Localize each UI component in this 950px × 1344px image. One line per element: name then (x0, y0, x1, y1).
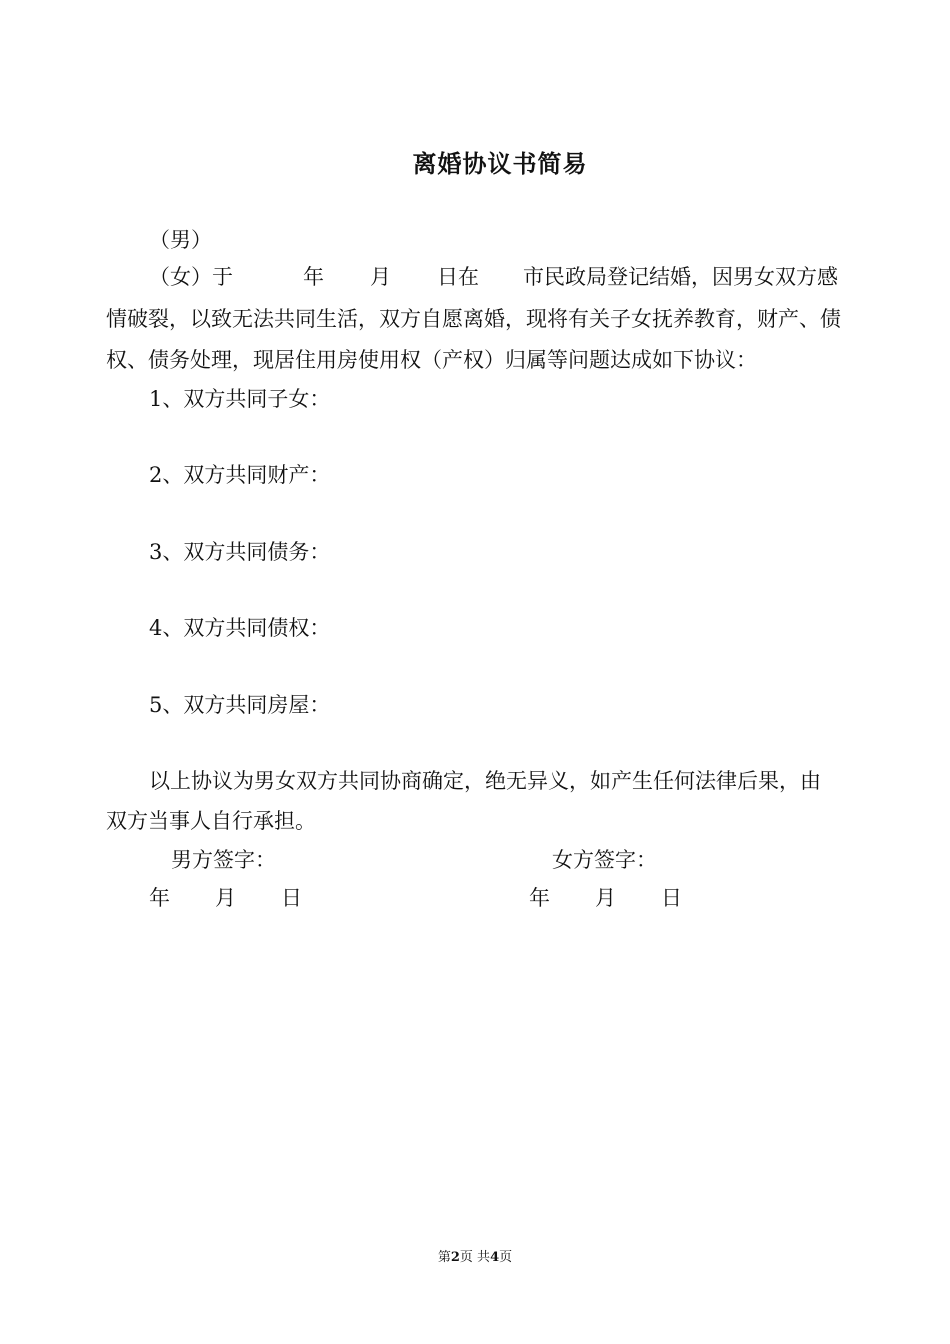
male-date-month: 月 (215, 886, 236, 910)
closing-line-1: 以上协议为男女双方共同协商确定，绝无异义，如产生任何法律后果，由 (149, 769, 821, 793)
page-footer (0, 1246, 950, 1265)
male-date-year: 年 (149, 886, 170, 910)
female-date-year: 年 (529, 886, 550, 910)
female-signature-label: 女方签字： (552, 848, 657, 872)
item-property: 2、双方共同财产： (149, 463, 331, 487)
intro-day: 日在 (437, 265, 479, 289)
footer-middle: 页 共 (459, 1250, 491, 1265)
item-house: 5、双方共同房屋： (149, 693, 331, 717)
intro-line-1 (149, 262, 838, 292)
party-male-line: （男） (149, 228, 212, 252)
footer-suffix: 页 (499, 1250, 513, 1265)
intro-month: 月 (370, 265, 391, 289)
closing-line-2: 双方当事人自行承担。 (106, 809, 316, 833)
intro-line-3: 权、债务处理，现居住用房使用权（产权）归属等问题达成如下协议： (106, 348, 757, 372)
female-date-month: 月 (595, 886, 616, 910)
footer-prefix: 第 (437, 1250, 451, 1265)
intro-line-2: 情破裂，以致无法共同生活，双方自愿离婚，现将有关子女抚养教育，财产、债 (106, 307, 841, 331)
item-children: 1、双方共同子女： (149, 387, 331, 411)
male-date-line (149, 883, 302, 913)
intro-registration: 市民政局登记结婚，因男女双方感 (523, 265, 838, 289)
item-debts: 3、双方共同债务： (149, 540, 331, 564)
intro-year: 年 (303, 265, 324, 289)
footer-total-pages: 4 (490, 1250, 500, 1265)
male-signature-label: 男方签字： (171, 848, 276, 872)
female-date-line (529, 883, 682, 913)
male-date-day: 日 (281, 886, 302, 910)
intro-female-prefix: （女）于 (149, 265, 233, 289)
footer-page-number: 2 (450, 1250, 460, 1265)
document-title: 离婚协议书简易 (412, 150, 588, 178)
item-credits: 4、双方共同债权： (149, 616, 331, 640)
female-date-day: 日 (661, 886, 682, 910)
